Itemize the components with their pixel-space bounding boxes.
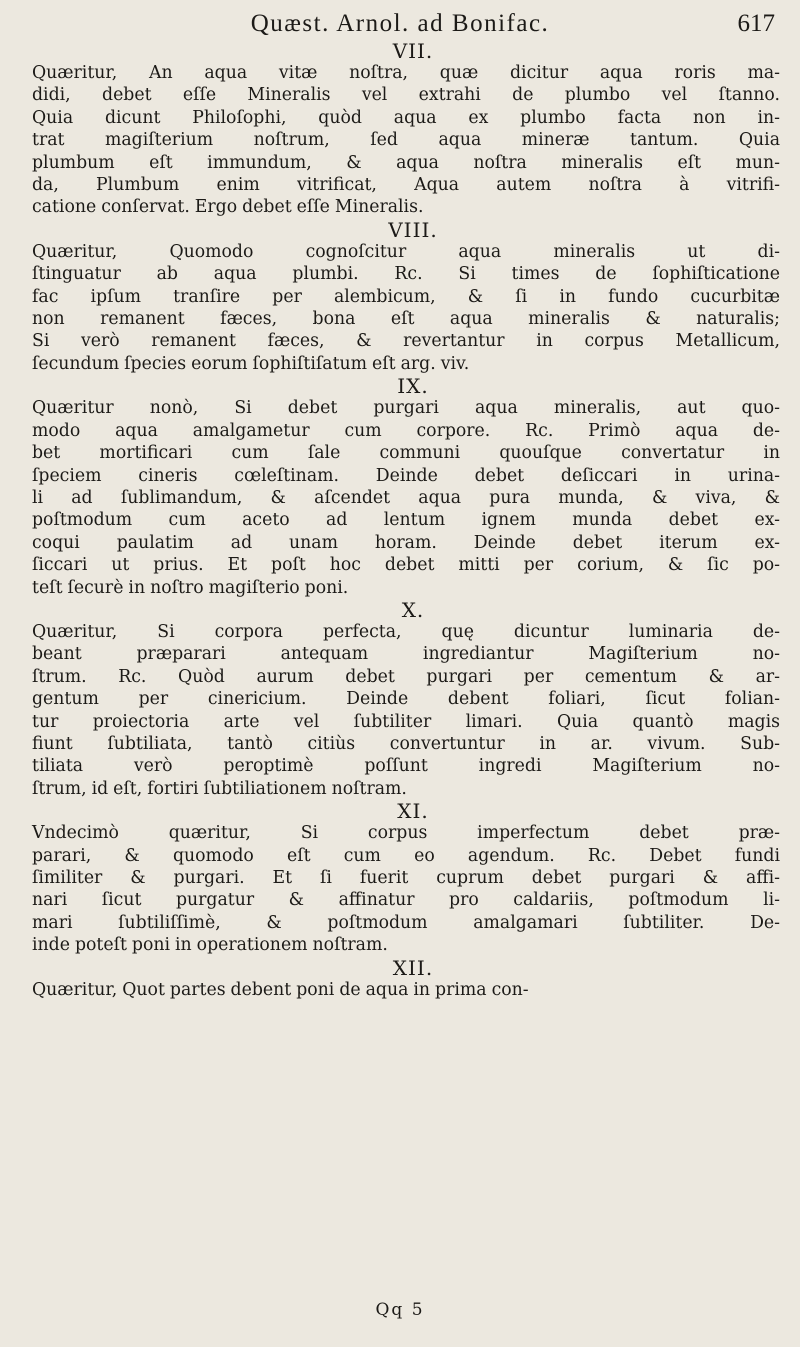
section-number: XII. — [392, 955, 434, 980]
text-line: Quæritur, An aqua vitæ noſtra, quæ dicitur aqua roris ma- — [32, 63, 780, 83]
text-line: Quæritur, Quomodo cognoſcitur aqua mineralis ut di- — [32, 241, 780, 262]
text-line: Quia dicunt Philoſophi, quòd aqua ex plumbo facta non in- — [32, 107, 780, 128]
question-paragraph — [32, 621, 780, 800]
question-paragraph — [32, 62, 780, 219]
text-line: ſecundum ſpecies eorum ſophiſtiſatum eſt arg. viv. — [32, 353, 470, 374]
question-paragraph — [32, 822, 780, 956]
section-number: IX. — [397, 374, 429, 399]
text-line: fac ipſum tranſire per alembicum, & ſi in fundo cucurbitæ — [32, 286, 780, 307]
text-line: ſiccari ut prius. Et poſt hoc debet mitti per corium, & ſic po- — [32, 555, 780, 576]
running-title: Quæst. Arnol. ad Bonifac. — [250, 10, 550, 37]
text-line: inde poteſt poni in operationem noſtram. — [32, 935, 388, 956]
text-line: tiliata verò peroptimè poſſunt ingredi Magiſterium no- — [32, 756, 780, 777]
signature-mark: Qq 5 — [375, 1300, 425, 1320]
text-line: tur proiectoria arte vel ſubtiliter limari. Quia quantò magis — [32, 711, 780, 732]
section-number: X. — [401, 597, 425, 622]
page-number: 617 — [737, 10, 775, 37]
text-line: didi, debet eſſe Mineralis vel extrahi de plumbo vel ſtanno. — [32, 85, 780, 106]
text-line: catione conſervat. Ergo debet eſſe Mineralis. — [32, 197, 424, 218]
text-line: non remanent fæces, bona eſt aqua mineralis & naturalis; — [32, 309, 780, 330]
text-line: poſtmodum cum aceto ad lentum ignem munda debet ex- — [32, 510, 780, 531]
text-line: ſimiliter & purgari. Et ſi fuerit cuprum debet purgari & affi- — [32, 868, 780, 888]
question-paragraph — [32, 979, 780, 1001]
text-line: li ad ſublimandum, & aſcendet aqua pura munda, & viva, & — [32, 487, 780, 508]
text-line: plumbum eſt immundum, & aqua noſtra mineralis eſt mun- — [32, 152, 780, 173]
text-line: ſtrum. Rc. Quòd aurum debet purgari per cementum & ar- — [32, 666, 780, 687]
section-number: VIII. — [388, 217, 438, 242]
text-line: modo aqua amalgametur cum corpore. Rc. Primò aqua de- — [32, 420, 780, 441]
text-line: ſpeciem cineris cœleſtinam. Deinde debet deſiccari in urina- — [32, 465, 780, 486]
text-line: Si verò remanent fæces, & revertantur in corpus Metallicum, — [32, 331, 780, 352]
text-line: da, Plumbum enim vitrificat, Aqua autem noſtra à vitrifi- — [32, 175, 780, 196]
text-line: ſtinguatur ab aqua plumbi. Rc. Si times de ſophiſticatione — [32, 264, 780, 285]
text-line: ſtrum, id eſt, fortiri ſubtiliationem noſtram. — [32, 778, 407, 799]
text-block — [32, 40, 780, 1001]
text-line: bet mortificari cum ſale communi quouſque convertatur in — [32, 443, 780, 464]
running-head — [0, 10, 800, 42]
text-line: teſt ſecurè in noſtro magiſterio poni. — [32, 577, 349, 598]
section-number: VII. — [392, 39, 434, 63]
text-line: fiunt ſubtiliata, tantò citiùs convertuntur in ar. vivum. Sub- — [32, 733, 780, 754]
text-line: mari ſubtiliſſimè, & poſtmodum amalgamari ſubtiliter. De- — [32, 912, 780, 933]
question-paragraph — [32, 241, 780, 375]
text-line: gentum per cinericium. Deinde debent foliari, ſicut folian- — [32, 689, 780, 710]
section-number: XI. — [397, 799, 429, 824]
text-line: nari ſicut purgatur & affinatur pro caldariis, poſtmodum li- — [32, 890, 780, 911]
text-line: coqui paulatim ad unam horam. Deinde debet iterum ex- — [32, 532, 780, 553]
text-line: beant præparari antequam ingrediantur Magiſterium no- — [32, 644, 780, 665]
text-line: Vndecimò quæritur, Si corpus imperfectum debet præ- — [32, 823, 780, 844]
question-paragraph — [32, 397, 780, 599]
text-line: trat magiſterium noſtrum, ſed aqua mineræ tantum. Quia — [32, 130, 780, 151]
text-line: Quæritur, Quot partes debent poni de aqua in prima con- — [32, 979, 529, 1000]
text-line: Quæritur, Si corpora perfecta, quę dicuntur luminaria de- — [32, 621, 780, 642]
text-line: parari, & quomodo eſt cum eo agendum. Rc. Debet fundi — [32, 845, 780, 866]
text-line: Quæritur nonò, Si debet purgari aqua mineralis, aut quo- — [32, 398, 780, 419]
